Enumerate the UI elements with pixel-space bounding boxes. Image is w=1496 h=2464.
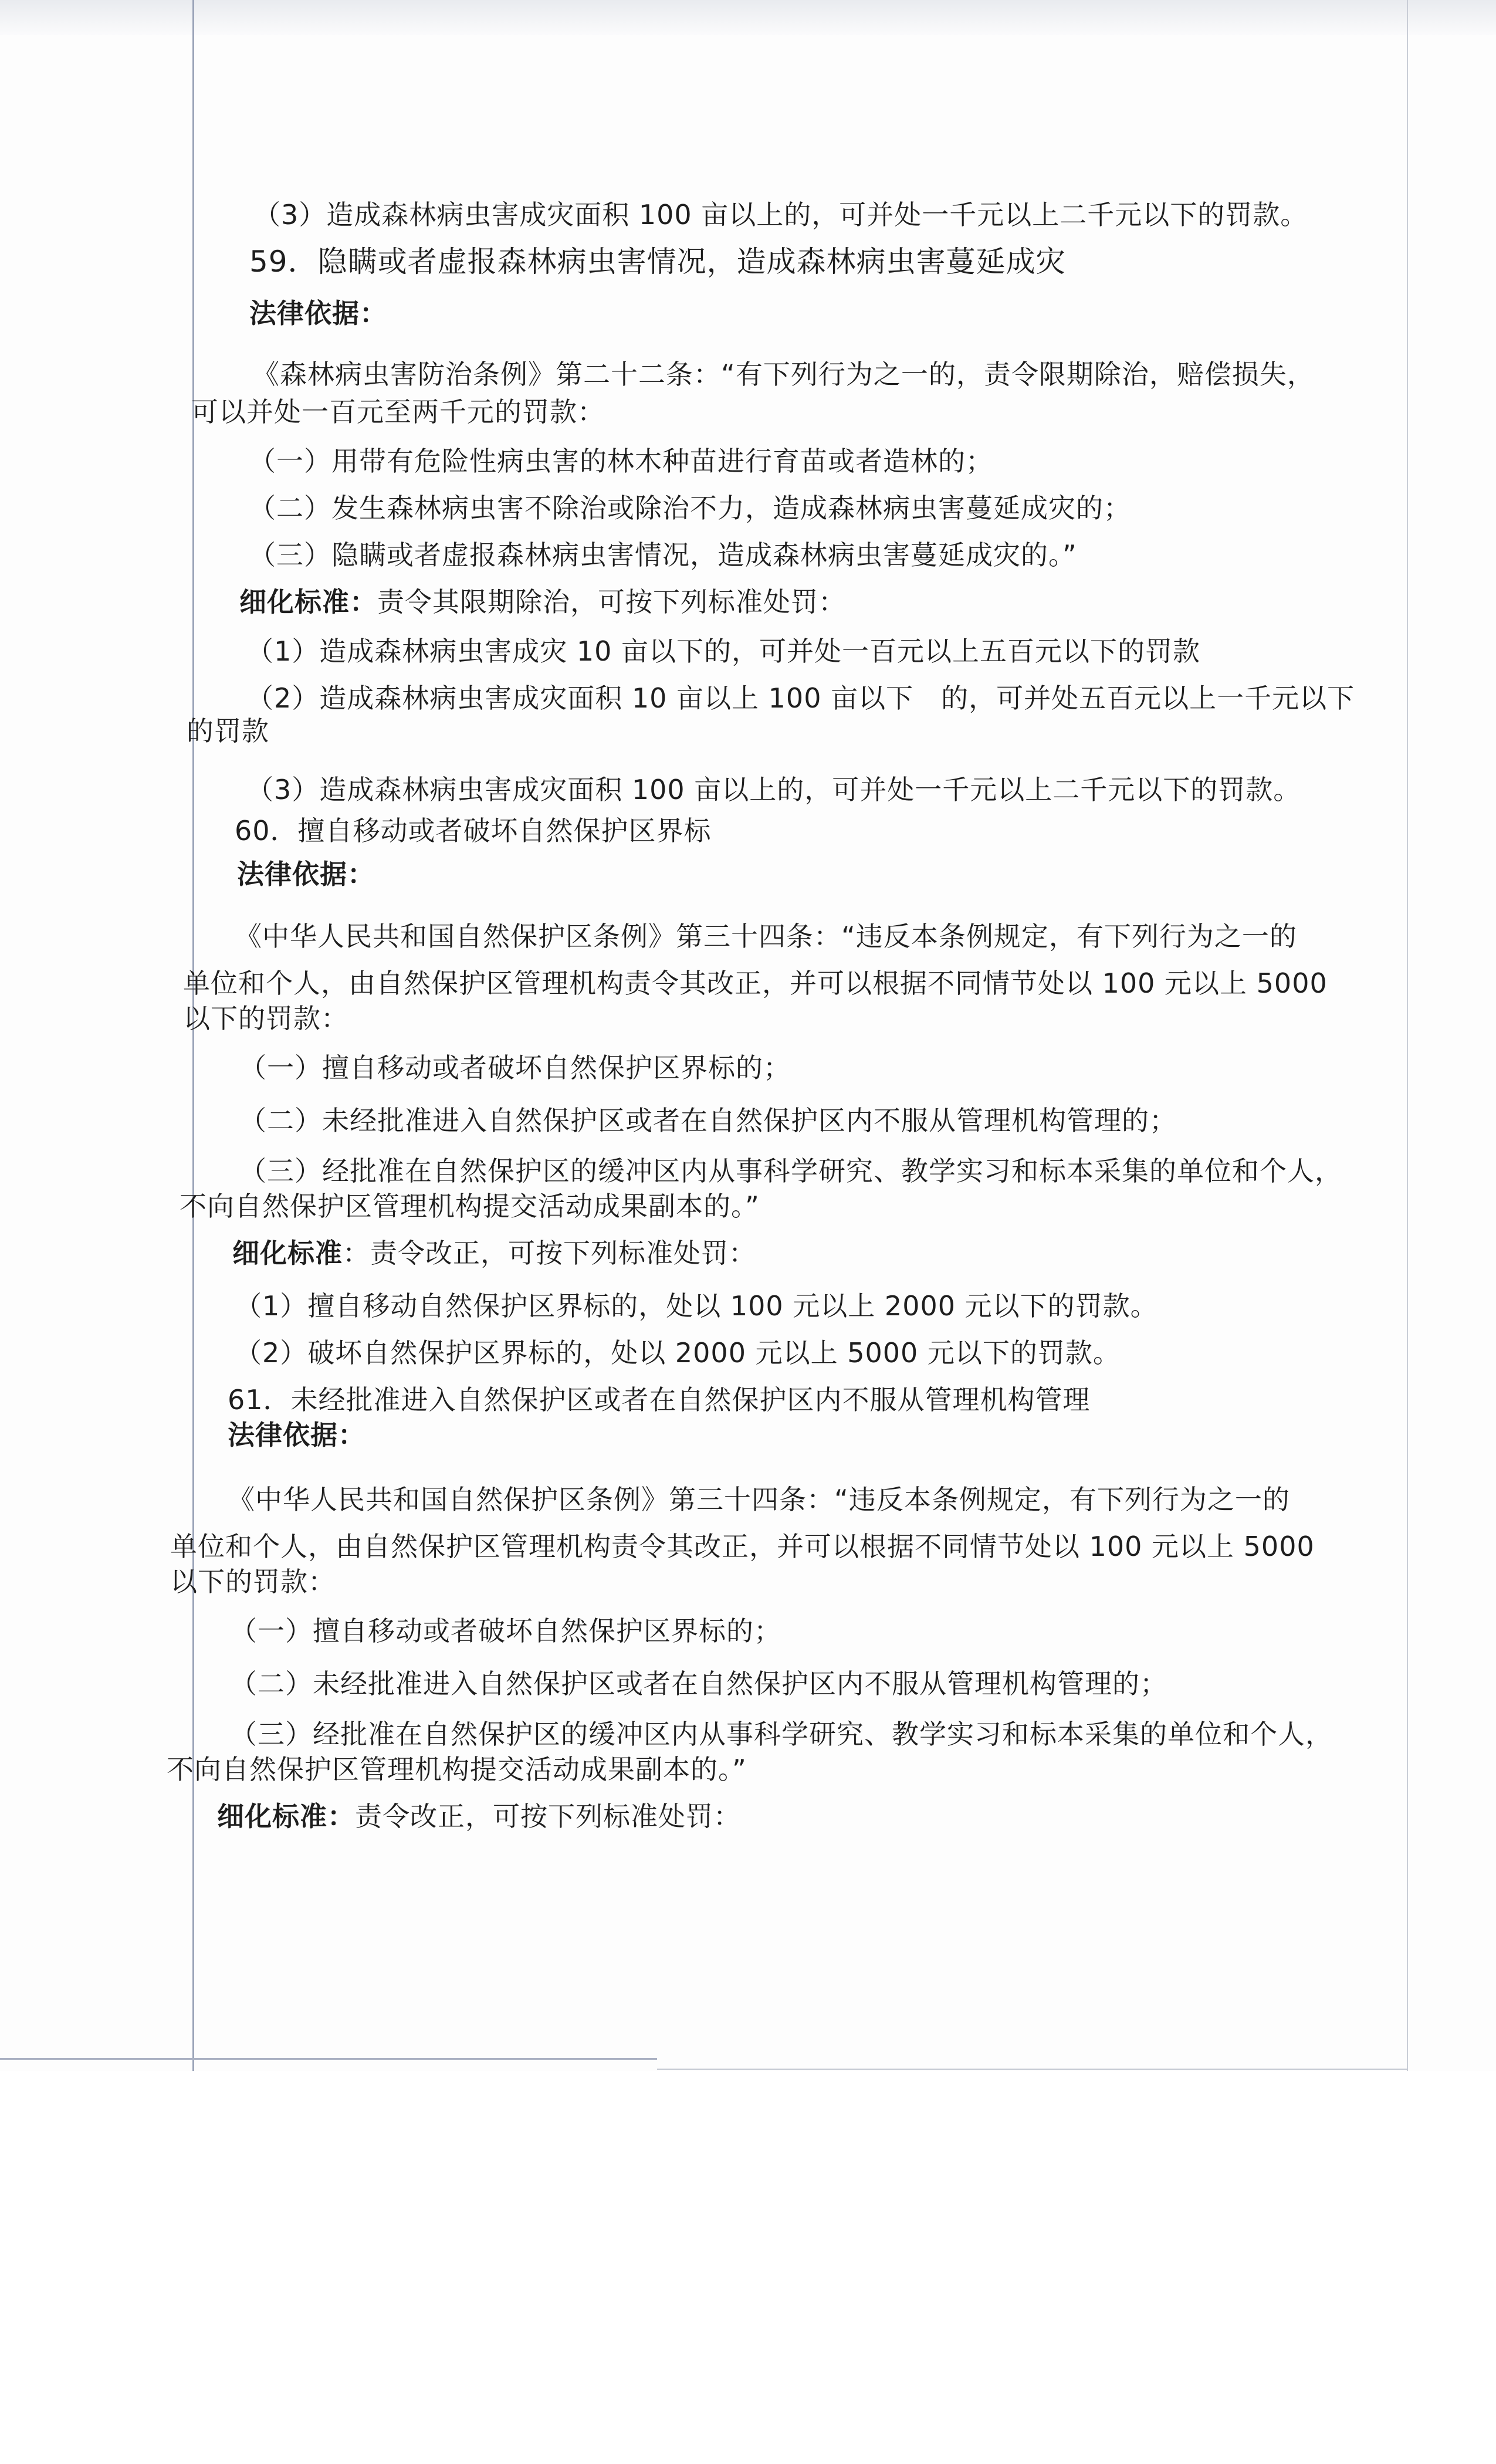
- legal-basis-text: 可以并处一百元至两千元的罚款：: [191, 396, 605, 428]
- legal-basis-label: 法律依据：: [249, 297, 387, 329]
- detail-standard-text: ：责令改正，可按下列标准处罚：: [343, 1237, 756, 1269]
- clause-3: （三）经批准在自然保护区的缓冲区内从事科学研究、教学实习和标本采集的单位和个人，: [230, 1718, 1333, 1750]
- detail-standard-label: 细化标准：: [239, 586, 377, 618]
- legal-basis-text: 以下的罚款：: [170, 1566, 336, 1597]
- clause-3: 不向自然保护区管理机构提交活动成果副本的。”: [167, 1754, 747, 1785]
- detail-standard: [239, 584, 846, 620]
- section-60-title: 60．擅自移动或者破坏自然保护区界标: [235, 815, 712, 847]
- page-bottom-edge-right: [657, 2069, 1408, 2070]
- clause-2: （二）未经批准进入自然保护区或者在自然保护区内不服从管理机构管理的；: [239, 1105, 1177, 1136]
- clause-2: （二）发生森林病虫害不除治或除治不力，造成森林病虫害蔓延成灾的；: [249, 492, 1131, 524]
- legal-basis-label: 法律依据：: [237, 858, 375, 890]
- detail-standard-label: 细化标准：: [217, 1800, 355, 1832]
- right-edge-line: [1407, 0, 1408, 2071]
- clause-3: （三）经批准在自然保护区的缓冲区内从事科学研究、教学实习和标本采集的单位和个人，: [239, 1155, 1342, 1187]
- clause-1: （一）擅自移动或者破坏自然保护区界标的；: [239, 1052, 791, 1084]
- clause-1: （一）擅自移动或者破坏自然保护区界标的；: [230, 1615, 781, 1647]
- penalty-item: （2）破坏自然保护区界标的，处以 2000 元以上 5000 元以下的罚款。: [235, 1337, 1121, 1369]
- item-3-penalty: （3）造成森林病虫害成灾面积 100 亩以上的，可并处一千元以上二千元以下的罚款。: [253, 199, 1308, 231]
- section-59-title: 59．隐瞒或者虚报森林病虫害情况，造成森林病虫害蔓延成灾: [249, 245, 1066, 279]
- penalty-item: 的罚款: [187, 715, 269, 747]
- legal-basis-text: 《中华人民共和国自然保护区条例》第三十四条：“违反本条例规定，有下列行为之一的: [228, 1484, 1290, 1515]
- legal-basis-label: 法律依据：: [228, 1419, 365, 1451]
- clause-3: （三）隐瞒或者虚报森林病虫害情况，造成森林病虫害蔓延成灾的。”: [249, 539, 1077, 571]
- legal-basis-text: 《森林病虫害防治条例》第二十二条：“有下列行为之一的，责令限期除治，赔偿损失，: [252, 358, 1315, 390]
- penalty-item: （1）擅自移动自然保护区界标的，处以 100 元以上 2000 元以下的罚款。: [235, 1290, 1158, 1322]
- detail-standard-text: 责令其限期除治，可按下列标准处罚：: [377, 586, 846, 618]
- penalty-item: （3）造成森林病虫害成灾面积 100 亩以上的，可并处一千元以上二千元以下的罚款。: [246, 774, 1301, 805]
- legal-basis-text: 《中华人民共和国自然保护区条例》第三十四条：“违反本条例规定，有下列行为之一的: [235, 920, 1297, 952]
- detail-standard-label: 细化标准: [232, 1237, 343, 1269]
- clause-1: （一）用带有危险性病虫害的林木种苗进行育苗或者造林的；: [249, 445, 993, 477]
- clause-3: 不向自然保护区管理机构提交活动成果副本的。”: [180, 1190, 760, 1222]
- legal-basis-text: 单位和个人，由自然保护区管理机构责令其改正，并可以根据不同情节处以 100 元以上 5000: [183, 967, 1328, 999]
- detail-standard-text: 责令改正，可按下列标准处罚：: [355, 1800, 741, 1832]
- legal-basis-text: 单位和个人，由自然保护区管理机构责令其改正，并可以根据不同情节处以 100 元以上 5000: [170, 1531, 1315, 1562]
- clause-2: （二）未经批准进入自然保护区或者在自然保护区内不服从管理机构管理的；: [230, 1668, 1167, 1700]
- page-bottom-edge: [0, 2058, 657, 2060]
- detail-standard: [217, 1799, 741, 1834]
- penalty-item: （1）造成森林病虫害成灾 10 亩以下的，可并处一百元以上五百元以下的罚款: [246, 635, 1201, 667]
- detail-standard: [232, 1236, 756, 1271]
- section-61-title: 61．未经批准进入自然保护区或者在自然保护区内不服从管理机构管理: [228, 1384, 1091, 1416]
- scan-top-band: [0, 0, 1496, 35]
- penalty-item: （2）造成森林病虫害成灾面积 10 亩以上 100 亩以下 的，可并处五百元以上一千元以下: [246, 682, 1355, 714]
- legal-basis-text: 以下的罚款：: [183, 1003, 348, 1034]
